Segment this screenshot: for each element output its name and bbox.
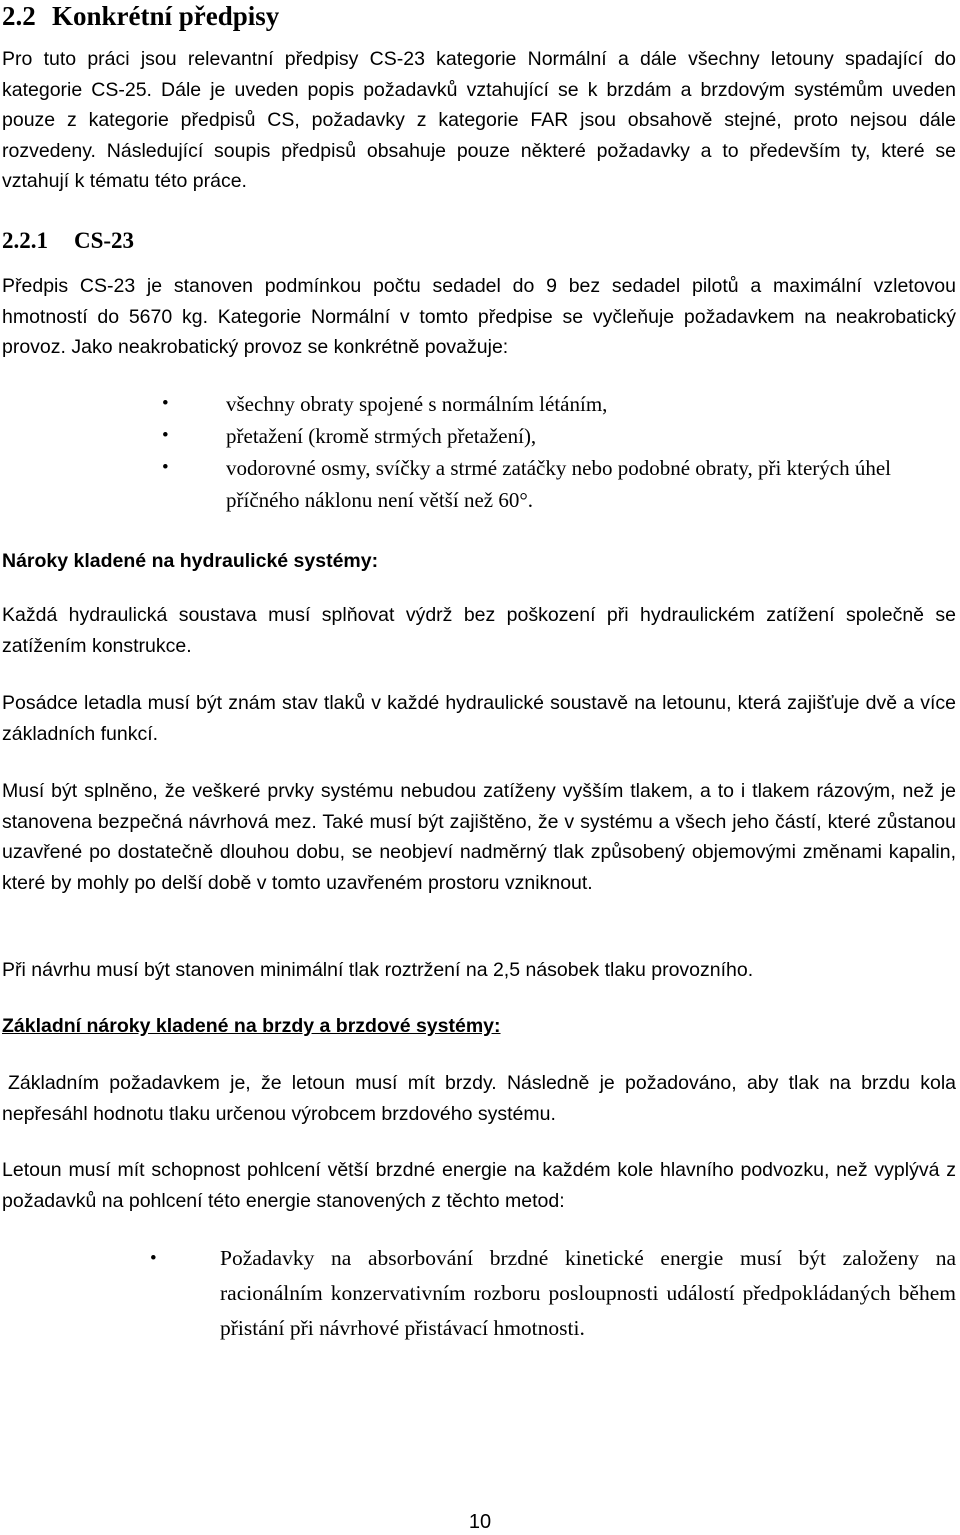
hydraulics-paragraph-4: Při návrhu musí být stanoven minimální tlak roztržení na 2,5 násobek tlaku provozního. <box>2 959 754 981</box>
subsection-title: CS-23 <box>74 228 135 253</box>
subsection-number: 2.2.1 <box>2 228 48 253</box>
list-item <box>162 452 916 516</box>
list-item <box>162 388 916 420</box>
cs23-text-c: Jako neakrobatický provoz se konkrétně považuje: <box>71 336 509 358</box>
intro-text-a: Pro tuto práci jsou relevantní předpisy CS-23 kategorie Normální a dále všechny letouny spadající do kategorie CS-25. Dále je uveden popis požadavků vztahující se k brzdám a brzdovým systémům uveden pouze z kategorie předpisů CS, požadavky z kategorie FAR jsou obsahově stejné, proto nejsou dále rozvedeny. <box>2 48 956 162</box>
intro-text-b: Následující soupis předpisů obsahuje pouze některé požadavky a to především ty, které se vztahují k tématu této práce. <box>2 139 957 192</box>
list-item-text: přetažení (kromě strmých přetažení), <box>226 424 537 448</box>
cs23-paragraph <box>2 271 956 363</box>
section-title: Konkrétní předpisy <box>52 1 280 31</box>
brakes-paragraph-2: Letoun musí mít schopnost pohlcení větší brzdné energie na každém kole hlavního podvozku, než vyplývá z požadavků na pohlcení této energie stanovených z těchto metod: <box>2 1159 956 1212</box>
list-item <box>162 420 916 452</box>
hydraulics-heading: Nároky kladené na hydraulické systémy: <box>2 550 379 572</box>
section-intro-paragraph <box>2 44 956 197</box>
bullet-icon: • <box>162 457 169 478</box>
brake-methods-list <box>150 1241 956 1346</box>
cs23-text-a: Předpis CS-23 je stanoven podmínkou počtu sedadel do 9 bez sedadel pilotů a maximální vzletovou hmotností do 5670 kg. <box>2 275 956 328</box>
section-number: 2.2 <box>2 1 36 31</box>
brakes-paragraph-1: Základním požadavkem je, že letoun musí mít brzdy. Následně je požadováno, aby tlak na brzdu kola nepřesáhl hodnotu tlaku určenou výrobcem brzdového systému. <box>2 1072 956 1125</box>
bullet-icon: • <box>150 1248 157 1269</box>
cs23-text-b: Kategorie Normální v tomto předpise se vyčleňuje požadavkem na neakrobatický provoz. <box>2 305 956 358</box>
hydraulics-paragraph-1: Každá hydraulická soustava musí splňovat výdrž bez poškození při hydraulickém zatížení společně se zatížením konstrukce. <box>2 604 956 657</box>
hydraulics-paragraph-2: Posádce letadla musí být znám stav tlaků v každé hydraulické soustavě na letounu, která zajišťuje dvě a více základních funkcí. <box>2 692 956 745</box>
nonaerobatic-list <box>162 388 916 516</box>
page-number: 10 <box>468 1511 492 1533</box>
brakes-heading: Základní nároky kladené na brzdy a brzdové systémy: <box>2 1015 501 1037</box>
list-item-text: všechny obraty spojené s normálním létáním, <box>226 392 608 416</box>
bullet-icon: • <box>162 393 169 414</box>
section-heading <box>2 0 956 32</box>
list-item-text: Požadavky na absorbování brzdné kinetické energie musí být založeny na racionálním konzervativním rozboru posloupnosti událostí předpokládaných během přistání při návrhové přistávací hmotnosti. <box>220 1246 956 1340</box>
subsection-heading <box>2 226 956 256</box>
bullet-icon: • <box>162 425 169 446</box>
list-item <box>150 1241 956 1346</box>
hydraulics-paragraph-3: Musí být splněno, že veškeré prvky systému nebudou zatíženy vyšším tlakem, a to i tlakem rázovým, než je stanovena bezpečná návrhová mez. Také musí být zajištěno, že v systému a všech jeho částí, které zůstanou uzavřené po dostatečně dlouhou dobu, se neobjeví nadměrný tlak způsobený objemovými změnami kapalin, které by mohly po delší době v tomto uzavřeném prostoru vzniknout. <box>2 780 956 894</box>
list-item-text: vodorovné osmy, svíčky a strmé zatáčky nebo podobné obraty, při kterých úhel příčného náklonu není větší než 60°. <box>226 456 892 512</box>
